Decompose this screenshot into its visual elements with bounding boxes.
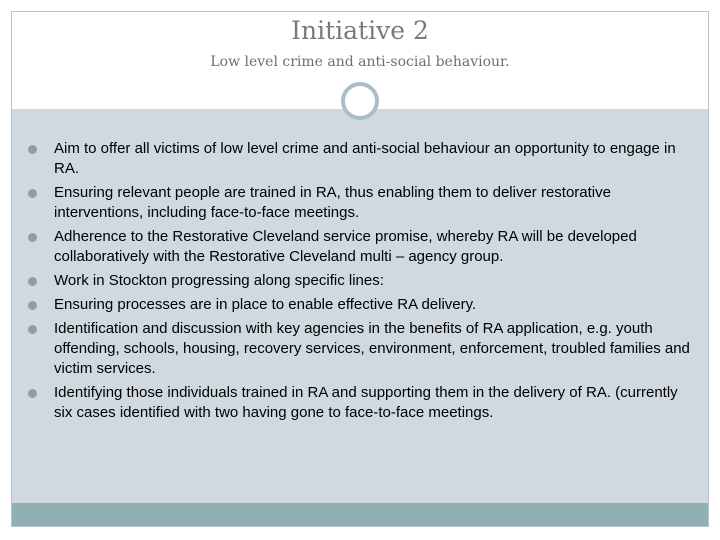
bullet-dot-icon bbox=[28, 233, 37, 242]
bullet-item bbox=[26, 319, 696, 379]
bullet-dot-icon bbox=[28, 389, 37, 398]
bullet-text: Work in Stockton progressing along specific lines: bbox=[54, 272, 384, 289]
slide-body bbox=[12, 109, 708, 503]
bullet-list bbox=[26, 139, 696, 427]
bullet-item bbox=[26, 295, 696, 315]
bullet-dot-icon bbox=[28, 277, 37, 286]
bullet-item bbox=[26, 383, 696, 423]
bullet-text: Adherence to the Restorative Cleveland service promise, whereby RA will be developed collaboratively with the Restorative Cleveland multi – agency group. bbox=[54, 228, 637, 265]
slide bbox=[11, 11, 709, 527]
bullet-dot-icon bbox=[28, 325, 37, 334]
divider-circle-icon bbox=[341, 82, 379, 120]
bullet-item bbox=[26, 227, 696, 267]
bullet-text: Identifying those individuals trained in RA and supporting them in the delivery of RA. (currently six cases identified with two having gone to face-to-face meetings. bbox=[54, 384, 678, 421]
slide-title: Initiative 2 bbox=[291, 16, 429, 45]
bullet-dot-icon bbox=[28, 145, 37, 154]
bullet-text: Ensuring relevant people are trained in RA, thus enabling them to deliver restorative interventions, including face-to-face meetings. bbox=[54, 184, 611, 221]
footer-bar bbox=[12, 503, 708, 526]
bullet-text: Aim to offer all victims of low level crime and anti-social behaviour an opportunity to engage in RA. bbox=[54, 140, 676, 177]
bullet-dot-icon bbox=[28, 301, 37, 310]
bullet-item bbox=[26, 271, 696, 291]
bullet-text: Ensuring processes are in place to enable effective RA delivery. bbox=[54, 296, 477, 313]
bullet-item bbox=[26, 139, 696, 179]
bullet-dot-icon bbox=[28, 189, 37, 198]
slide-subtitle: Low level crime and anti-social behaviour. bbox=[210, 54, 510, 70]
bullet-item bbox=[26, 183, 696, 223]
bullet-text: Identification and discussion with key agencies in the benefits of RA application, e.g. youth offending, schools, housing, recovery services, environment, enforcement, troubled families and victim services. bbox=[54, 320, 690, 377]
